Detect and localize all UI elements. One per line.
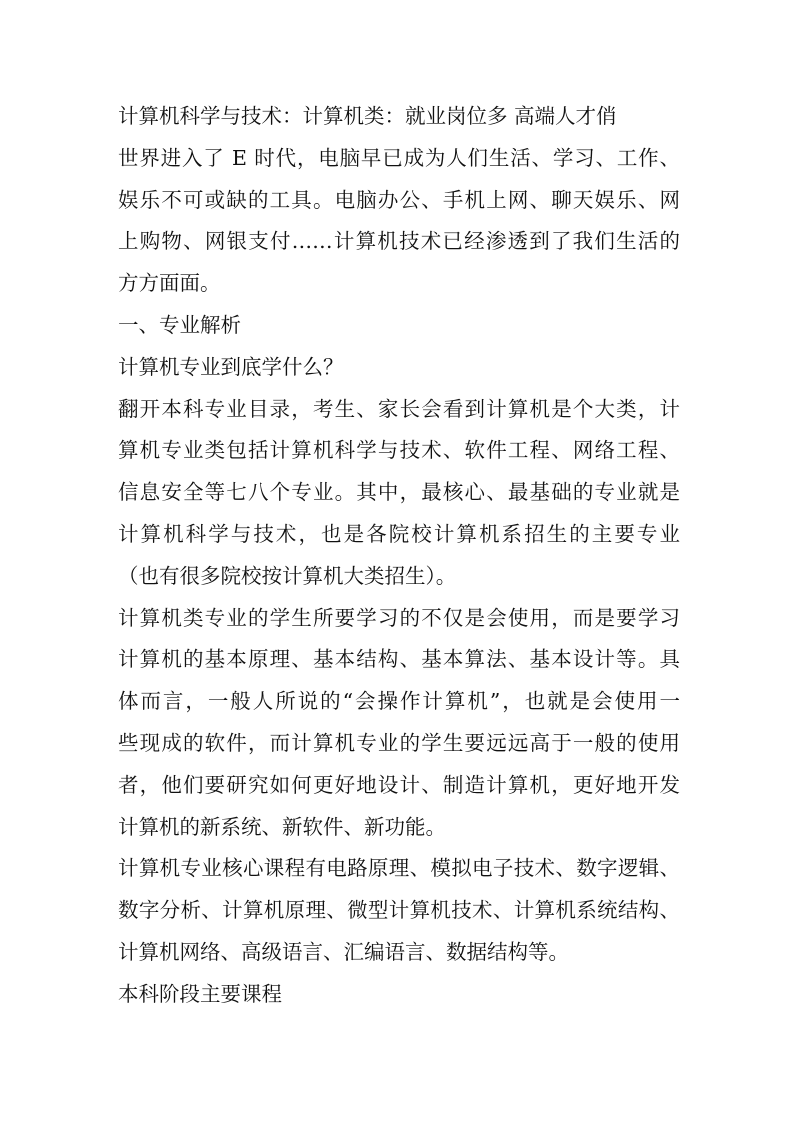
- document-title: 计算机科学与技术：计算机类：就业岗位多 高端人才俏: [118, 104, 617, 128]
- text-line: 算机专业类包括计算机科学与技术、软件工程、网络工程、: [118, 438, 680, 463]
- text-line: 计算机的新系统、新软件、新功能。: [118, 814, 446, 839]
- text-line: 上购物、网银支付……计算机技术已经渗透到了我们生活的: [118, 229, 680, 254]
- text-line: 娱乐不可或缺的工具。电脑办公、手机上网、聊天娱乐、网: [118, 187, 680, 212]
- text-line: 信息安全等七八个专业。其中，最核心、最基础的专业就是: [118, 480, 680, 505]
- text-line: 数字分析、计算机原理、微型计算机技术、计算机系统结构、: [118, 898, 680, 923]
- text-line: 一、专业解析: [118, 312, 241, 337]
- text-line: 本科阶段主要课程: [118, 981, 282, 1006]
- text-line: 计算机网络、高级语言、汇编语言、数据结构等。: [118, 939, 569, 964]
- text-line: 计算机科学与技术，也是各院校计算机系招生的主要专业: [118, 521, 680, 546]
- text-line: 者，他们要研究如何更好地设计、制造计算机，更好地开发: [118, 772, 680, 797]
- text-line: 计算机的基本原理、基本结构、基本算法、基本设计等。具: [118, 647, 680, 672]
- text-line: 计算机专业核心课程有电路原理、模拟电子技术、数字逻辑、: [118, 856, 680, 881]
- text-line: 世界进入了 E 时代，电脑早已成为人们生活、学习、工作、: [118, 145, 680, 170]
- text-line: 翻开本科专业目录，考生、家长会看到计算机是个大类，计: [118, 396, 680, 421]
- document-body: [118, 96, 680, 1016]
- text-line: 体而言，一般人所说的“会操作计算机”，也就是会使用一: [118, 689, 680, 714]
- text-line: （也有很多院校按计算机大类招生）。: [118, 563, 457, 588]
- text-line: 计算机类专业的学生所要学习的不仅是会使用，而是要学习: [118, 605, 680, 630]
- text-line: 些现成的软件，而计算机专业的学生要远远高于一般的使用: [118, 730, 680, 755]
- text-line: 方方面面。: [118, 271, 221, 296]
- text-line: 计算机专业到底学什么？: [118, 354, 344, 379]
